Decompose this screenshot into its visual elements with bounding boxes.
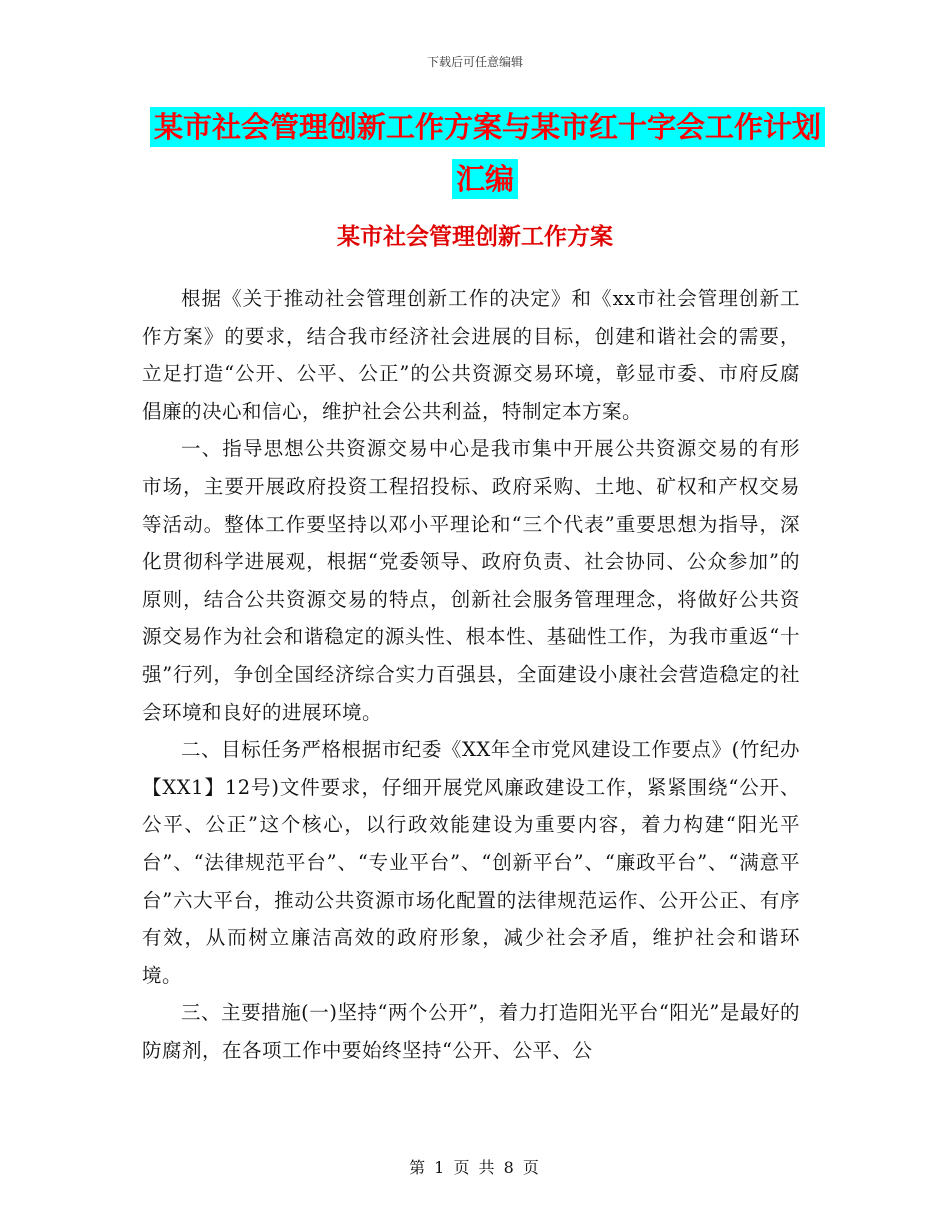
- paragraph-objectives: 二、目标任务严格根据市纪委《XX年全市党风建设工作要点》(竹纪办【XX1】12号)文件要求，仔细开展党风廉政建设工作，紧紧围绕“公开、公平、公正”这个核心，以行政效能建设为重要内容，着力构建“阳光平台”、“法律规范平台”、“专业平台”、“创新平台”、“廉政平台”、“满意平台”六大平台，推动公共资源市场化配置的法律规范运作、公开公正、有序有效，从而树立廉洁高效的政府形象，减少社会矛盾，维护社会和谐环境。: [142, 738, 800, 987]
- body-text: [142, 280, 800, 1069]
- header-note: 下载后可任意编辑: [426, 55, 523, 69]
- page-footer: 第 1 页 共 8 页: [409, 1158, 541, 1177]
- title-line-2: 汇编: [452, 159, 518, 199]
- section-title: 某市社会管理创新工作方案: [337, 224, 613, 250]
- title-line-1: 某市社会管理创新工作方案与某市红十字会工作计划: [150, 107, 825, 147]
- document-title: [150, 107, 820, 199]
- paragraph-guiding-ideology: 一、指导思想公共资源交易中心是我市集中开展公共资源交易的有形市场，主要开展政府投资工程招投标、政府采购、土地、矿权和产权交易等活动。整体工作要坚持以邓小平理论和“三个代表”重要思想为指导，深化贯彻科学进展观，根据“党委领导、政府负责、社会协同、公众参加”的原则，结合公共资源交易的特点，创新社会服务管理理念，将做好公共资源交易作为社会和谐稳定的源头性、根本性、基础性工作，为我市重返“十强”行列，争创全国经济综合实力百强县，全面建设小康社会营造稳定的社会环境和良好的进展环境。: [142, 437, 800, 724]
- paragraph-measures: 三、主要措施(一)坚持“两个公开”，着力打造阳光平台“阳光”是最好的防腐剂，在各项工作中要始终坚持“公开、公平、公: [142, 1001, 800, 1062]
- paragraph-intro: 根据《关于推动社会管理创新工作的决定》和《xx市社会管理创新工作方案》的要求，结合我市经济社会进展的目标，创建和谐社会的需要，立足打造“公开、公平、公正”的公共资源交易环境，彰显市委、市府反腐倡廉的决心和信心，维护社会公共利益，特制定本方案。: [142, 287, 800, 423]
